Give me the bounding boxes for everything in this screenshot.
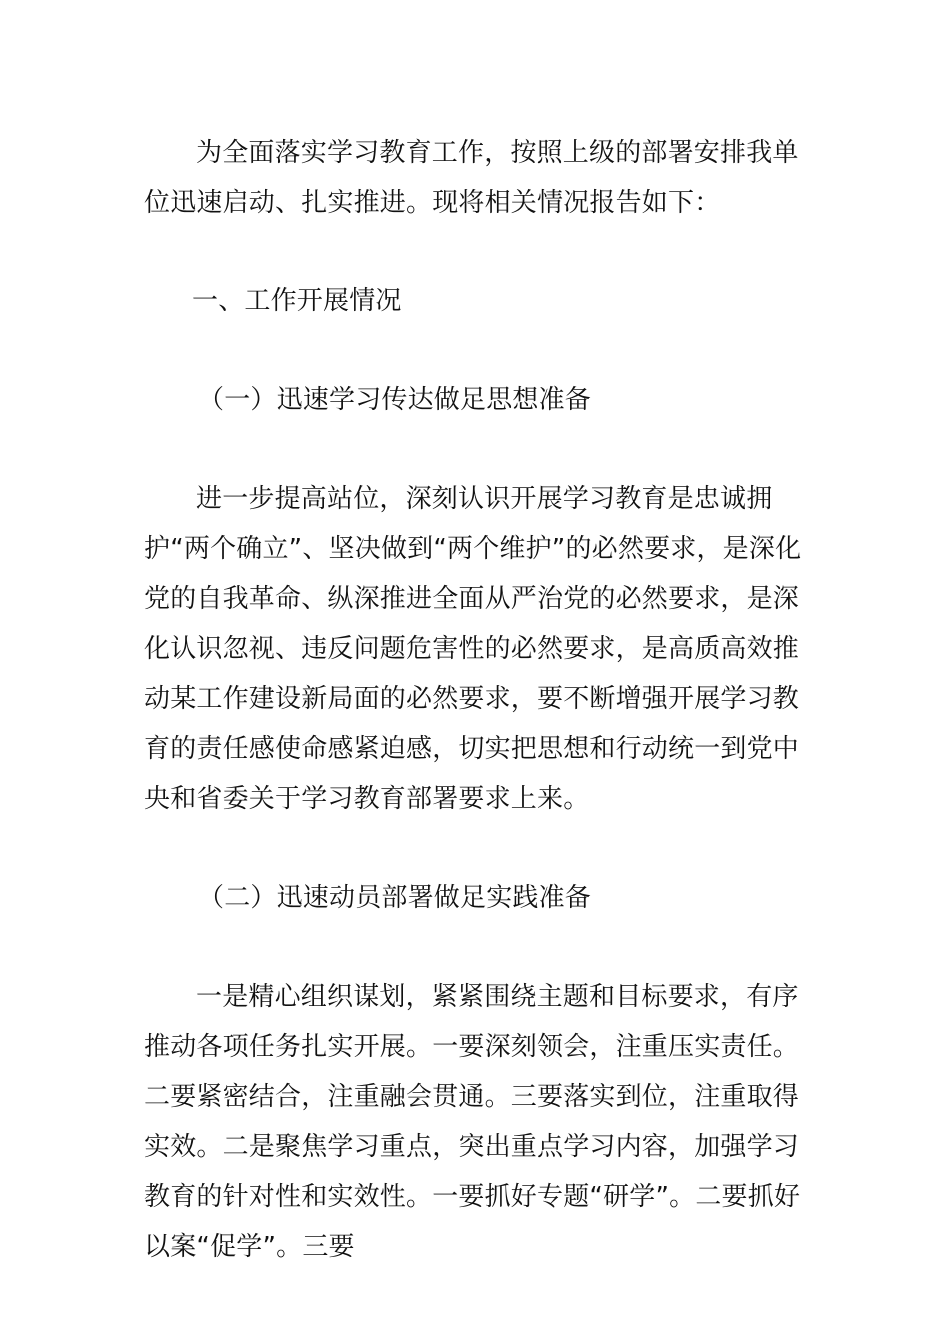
study-paragraph: 进一步提高站位，深刻认识开展学习教育是忠诚拥护“两个确立”、坚决做到“两个维护”的必然要求，是深化党的自我革命、纵深推进全面从严治党的必然要求，是深化认识忽视、违反问题危害性的必然要求，是高质高效推动某工作建设新局面的必然要求，要不断增强开展学习教育的责任感使命感紧迫感，切实把思想和行动统一到党中央和省委关于学习教育部署要求上来。 xyxy=(144,484,802,814)
subsection-heading-study: （一）迅速学习传达做足思想准备 xyxy=(198,385,592,415)
section-heading-work-status: 一、工作开展情况 xyxy=(192,286,402,316)
deployment-paragraph: 一是精心组织谋划，紧紧围绕主题和目标要求，有序推动各项任务扎实开展。一要深刻领会，注重压实责任。二要紧密结合，注重融会贯通。三要落实到位，注重取得实效。二是聚焦学习重点，突出重点学习内容，加强学习教育的针对性和实效性。一要抓好专题“研学”。二要抓好以案“促学”。三要 xyxy=(144,982,801,1262)
subsection-heading-deployment: （二）迅速动员部署做足实践准备 xyxy=(198,883,592,913)
intro-paragraph: 为全面落实学习教育工作，按照上级的部署安排我单位迅速启动、扎实推进。现将相关情况报告如下： xyxy=(144,138,799,218)
